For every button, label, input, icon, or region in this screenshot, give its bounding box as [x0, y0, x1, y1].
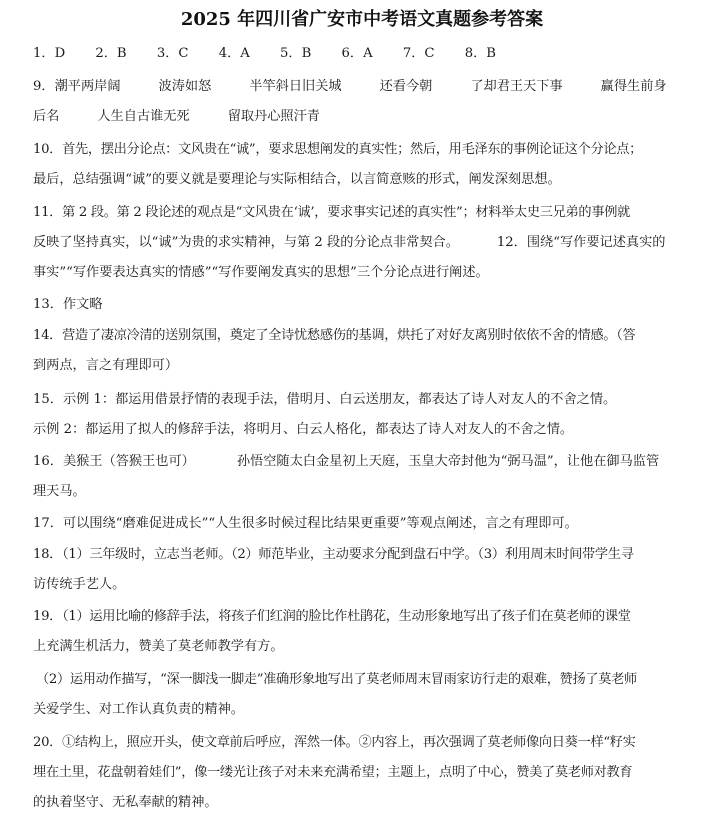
q18-line-2: 访传统手艺人。 [33, 577, 126, 592]
q17-line: 17．可以围绕“磨难促进成长”“人生很多时候过程比结果更重要”等观点阐述，言之有理即可。 [33, 516, 578, 531]
q19-line-3: （2）运用动作描写，“深一脚浅一脚走”准确形象地写出了莫老师周末冒雨家访行走的艰难，赞扬了莫老师 [36, 672, 637, 687]
q12-line-1: 12．围绕“写作要记述真实的 [496, 235, 666, 250]
q20-line-1: 20．①结构上，照应开头，使文章前后呼应，浑然一体。②内容上，再次强调了莫老师像向日葵一样“籽实 [33, 735, 636, 750]
q19-line-1: 19．（1）运用比喻的修辞手法，将孩子们红润的脸比作杜鹃花，生动形象地写出了孩子们在莫老师的课堂 [33, 609, 631, 624]
q9-line: 半竿斜日旧关城 [249, 79, 342, 94]
q20-line-3: 的执着坚守、无私奉献的精神。 [33, 795, 218, 810]
mc-answer-2: 2．B [95, 46, 127, 61]
q9-line: 波涛如怒 [158, 79, 212, 94]
mc-answer-7: 7．C [402, 46, 435, 61]
q16-answer-detail: 孙悟空随太白金星初上天庭，玉皇大帝封他为“弼马温”，让他在御马监管 [236, 454, 660, 469]
q9-line: 人生自古谁无死 [97, 109, 190, 124]
q18-line-1: 18．（1）三年级时，立志当老师。（2）师范毕业，主动要求分配到盘石中学。（3）利用周末时间带学生寻 [33, 547, 634, 562]
mc-answer-5: 5．B [280, 46, 312, 61]
q15-line-2: 示例 2：都运用了拟人的修辞手法，将明月、白云人格化，都表达了诗人对友人的不舍之情。 [33, 422, 574, 437]
q16-line-1 [33, 452, 693, 472]
q16-answer-name: 16．美猴王（答猴王也可） [33, 454, 195, 469]
q9-line: 后名 [33, 109, 60, 124]
page-title: 2025 年四川省广安市中考语文真题参考答案 [180, 9, 544, 30]
q9-line: 潮平两岸阔 [54, 79, 121, 94]
q9-row-1 [33, 77, 693, 97]
q12-line-2: 事实”“写作要表达真实的情感”“写作要阐发真实的思想”三个分论点进行阐述。 [33, 265, 489, 280]
mc-answer-6: 6．A [341, 46, 373, 61]
q14-line-1: 14．营造了凄凉冷清的送别氛围，奠定了全诗忧愁感伤的基调，烘托了对好友离别时依依不舍的情感。（答 [33, 328, 636, 343]
q13-line: 13．作文略 [33, 297, 103, 312]
q11-line-1: 11．第 2 段。第 2 段论述的观点是“文风贵在‘诚’，要求事实记述的真实性”；材料举太史三兄弟的事例就 [33, 205, 630, 220]
q19-line-4: 关爱学生、对工作认真负责的精神。 [33, 702, 244, 717]
mc-answer-1: 1．D [33, 46, 66, 61]
q10-line-2: 最后，总结强调“诚”的要义就是要理论与实际相结合，以言简意赅的形式，阐发深刻思想。 [33, 172, 561, 187]
q20-line-2: 埋在土里，花盘朝着娃们”，像一缕光让孩子对未来充满希望；主题上，点明了中心，赞美了莫老师对教育 [33, 765, 633, 780]
q14-line-2: 到两点，言之有理即可） [33, 358, 179, 373]
q9-line: 留取丹心照汗青 [227, 109, 320, 124]
q15-line-1: 15．示例 1：都运用借景抒情的表现手法，借明月、白云送朋友，都表达了诗人对友人的不舍之情。 [33, 392, 617, 407]
q9-line: 了却君王天下事 [470, 79, 563, 94]
q9-row-2 [33, 107, 693, 127]
q9-label: 9． [33, 79, 55, 94]
mc-answer-4: 4．A [218, 46, 250, 61]
mc-answer-8: 8．B [464, 46, 496, 61]
q19-line-2: 上充满生机活力，赞美了莫老师教学有方。 [33, 639, 284, 654]
mc-answer-row [33, 44, 693, 64]
q16-line-2: 理天马。 [33, 484, 86, 499]
q10-line-1: 10．首先，摆出分论点：文风贵在“诚”，要求思想阐发的真实性；然后，用毛泽东的事例论证这个分论点； [33, 142, 642, 157]
q9-line: 还看今朝 [379, 79, 433, 94]
q9-line: 赢得生前身 [600, 79, 667, 94]
mc-answer-3: 3．C [156, 46, 189, 61]
q11-line-2-text: 反映了坚持真实，以“诚”为贵的求实精神，与第 2 段的分论点非常契合。 [33, 235, 459, 250]
q11-line-2 [33, 233, 693, 253]
